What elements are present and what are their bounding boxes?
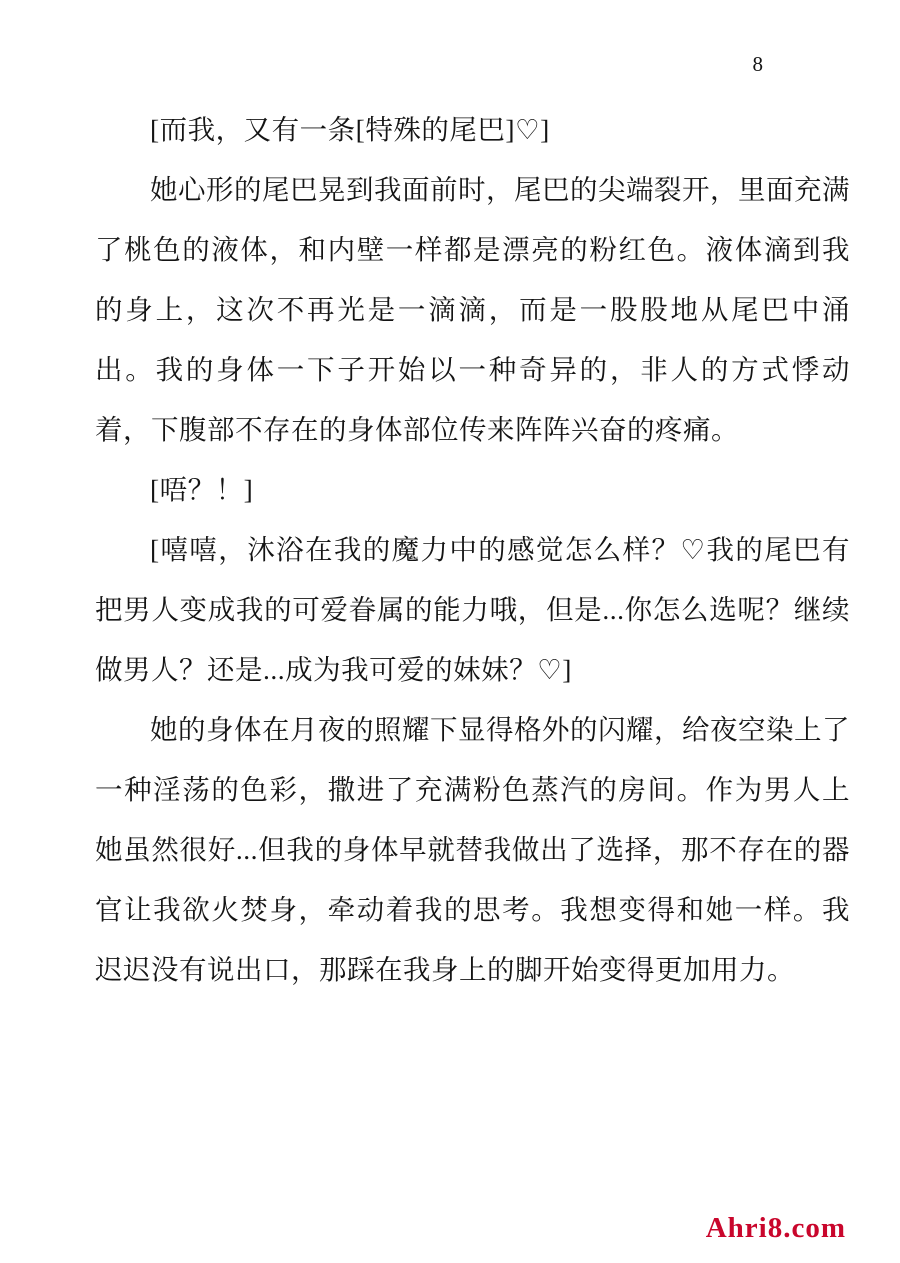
paragraph: 她的身体在月夜的照耀下显得格外的闪耀，给夜空染上了一种淫荡的色彩，撒进了充满粉色蒸汽的房间。作为男人上她虽然很好...但我的身体早就替我做出了选择，那不存在的器官让我欲火焚身，牵动着我的思考。我想变得和她一样。我迟迟没有说出口，那踩在我身上的脚开始变得更加用力。: [95, 714, 850, 985]
paragraph: [唔？！]: [150, 474, 254, 505]
paragraph: 她心形的尾巴晃到我面前时，尾巴的尖端裂开，里面充满了桃色的液体，和内壁一样都是漂亮的粉红色。液体滴到我的身上，这次不再光是一滴滴，而是一股股地从尾巴中涌出。我的身体一下子开始以一种奇异的，非人的方式悸动着，下腹部不存在的身体部位传来阵阵兴奋的疼痛。: [95, 174, 850, 445]
page-number: 8: [752, 52, 763, 76]
paragraph: [而我，又有一条[特殊的尾巴]♡]: [150, 114, 550, 145]
site-watermark: Ahri8.com: [705, 1212, 846, 1244]
paragraph: [嘻嘻，沐浴在我的魔力中的感觉怎么样？♡我的尾巴有把男人变成我的可爱眷属的能力哦，但是...你怎么选呢？继续做男人？还是...成为我可爱的妹妹？♡]: [95, 534, 850, 685]
document-body: [95, 100, 850, 1000]
